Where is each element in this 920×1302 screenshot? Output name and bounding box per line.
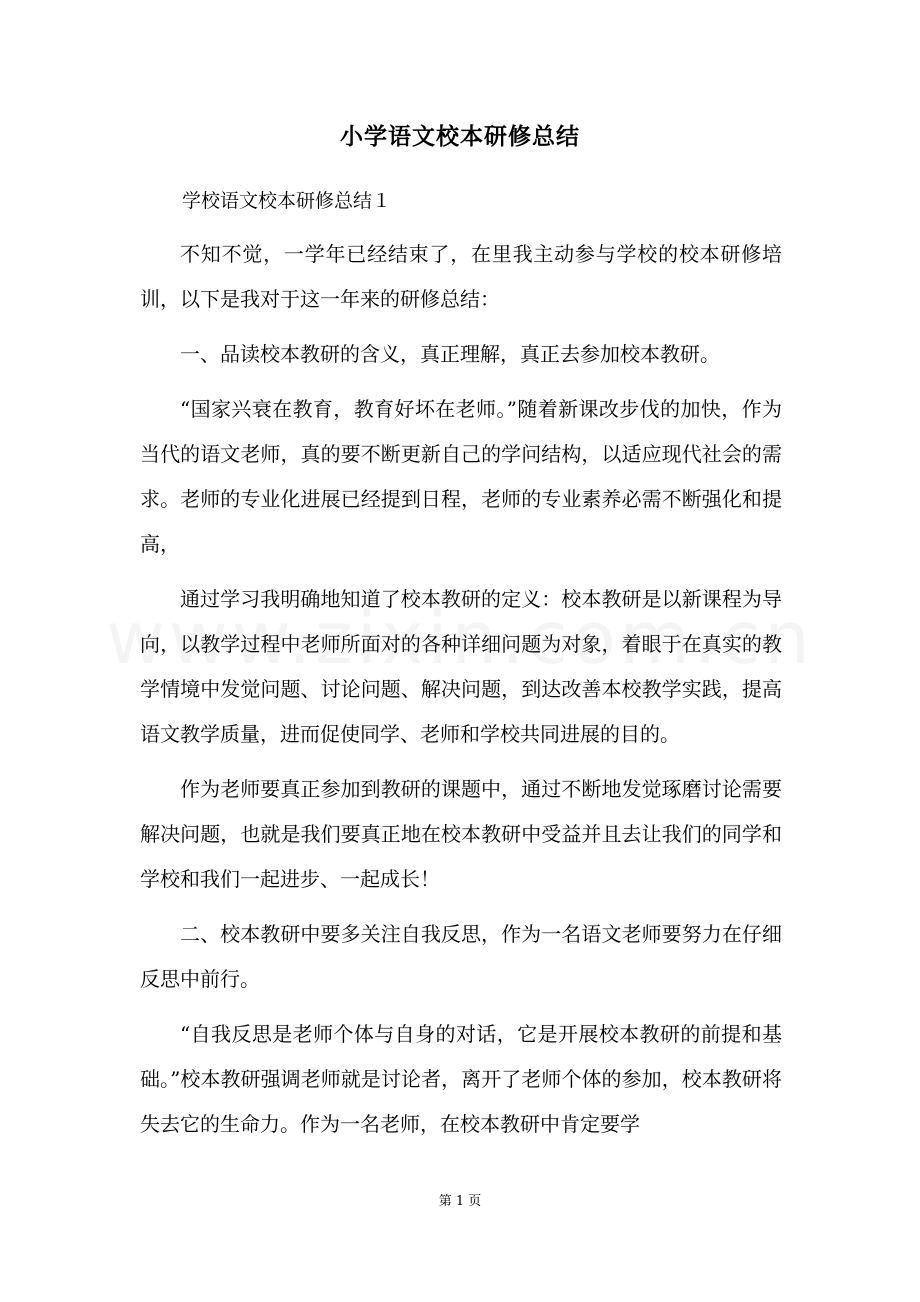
paragraph: “国家兴衰在教育，教育好坏在老师。”随着新课改步伐的加快，作为当代的语文老师，真的要不断更新自己的学问结构，以适应现代社会的需求。老师的专业化进展已经提到日程，老师的专业素养必需不断强化和提高，: [140, 397, 782, 556]
paragraph: “自我反思是老师个体与自身的对话，它是开展校本教研的前提和基础。”校本教研强调老师就是讨论者，离开了老师个体的参加，校本教研将失去它的生命力。作为一名老师，在校本教研中肯定要学: [140, 1022, 782, 1136]
document-subtitle: 学校语文校本研修总结１: [182, 190, 392, 212]
page-number: 第 1 页: [438, 1194, 482, 1209]
paragraph: 不知不觉，一学年已经结束了，在里我主动参与学校的校本研修培训，以下是我对于这一年来的研修总结：: [140, 242, 782, 311]
paragraph: 二、校本教研中要多关注自我反思，作为一名语文老师要努力在仔细反思中前行。: [140, 922, 782, 991]
paragraph: 一、品读校本教研的含义，真正理解，真正去参加校本教研。: [180, 342, 720, 366]
document-body: [140, 232, 782, 1157]
paragraph: 通过学习我明确地知道了校本教研的定义：校本教研是以新课程为导向，以教学过程中老师所面对的各种详细问题为对象，着眼于在真实的教学情境中发觉问题、讨论问题、解决问题，到达改善本校教学实践，提高语文教学质量，进而促使同学、老师和学校共同进展的目的。: [140, 587, 782, 746]
document-title: 小学语文校本研修总结: [340, 123, 580, 150]
paragraph: 作为老师要真正参加到教研的课题中，通过不断地发觉琢磨讨论需要解决问题，也就是我们要真正地在校本教研中受益并且去让我们的同学和学校和我们一起进步、一起成长！: [140, 777, 782, 891]
